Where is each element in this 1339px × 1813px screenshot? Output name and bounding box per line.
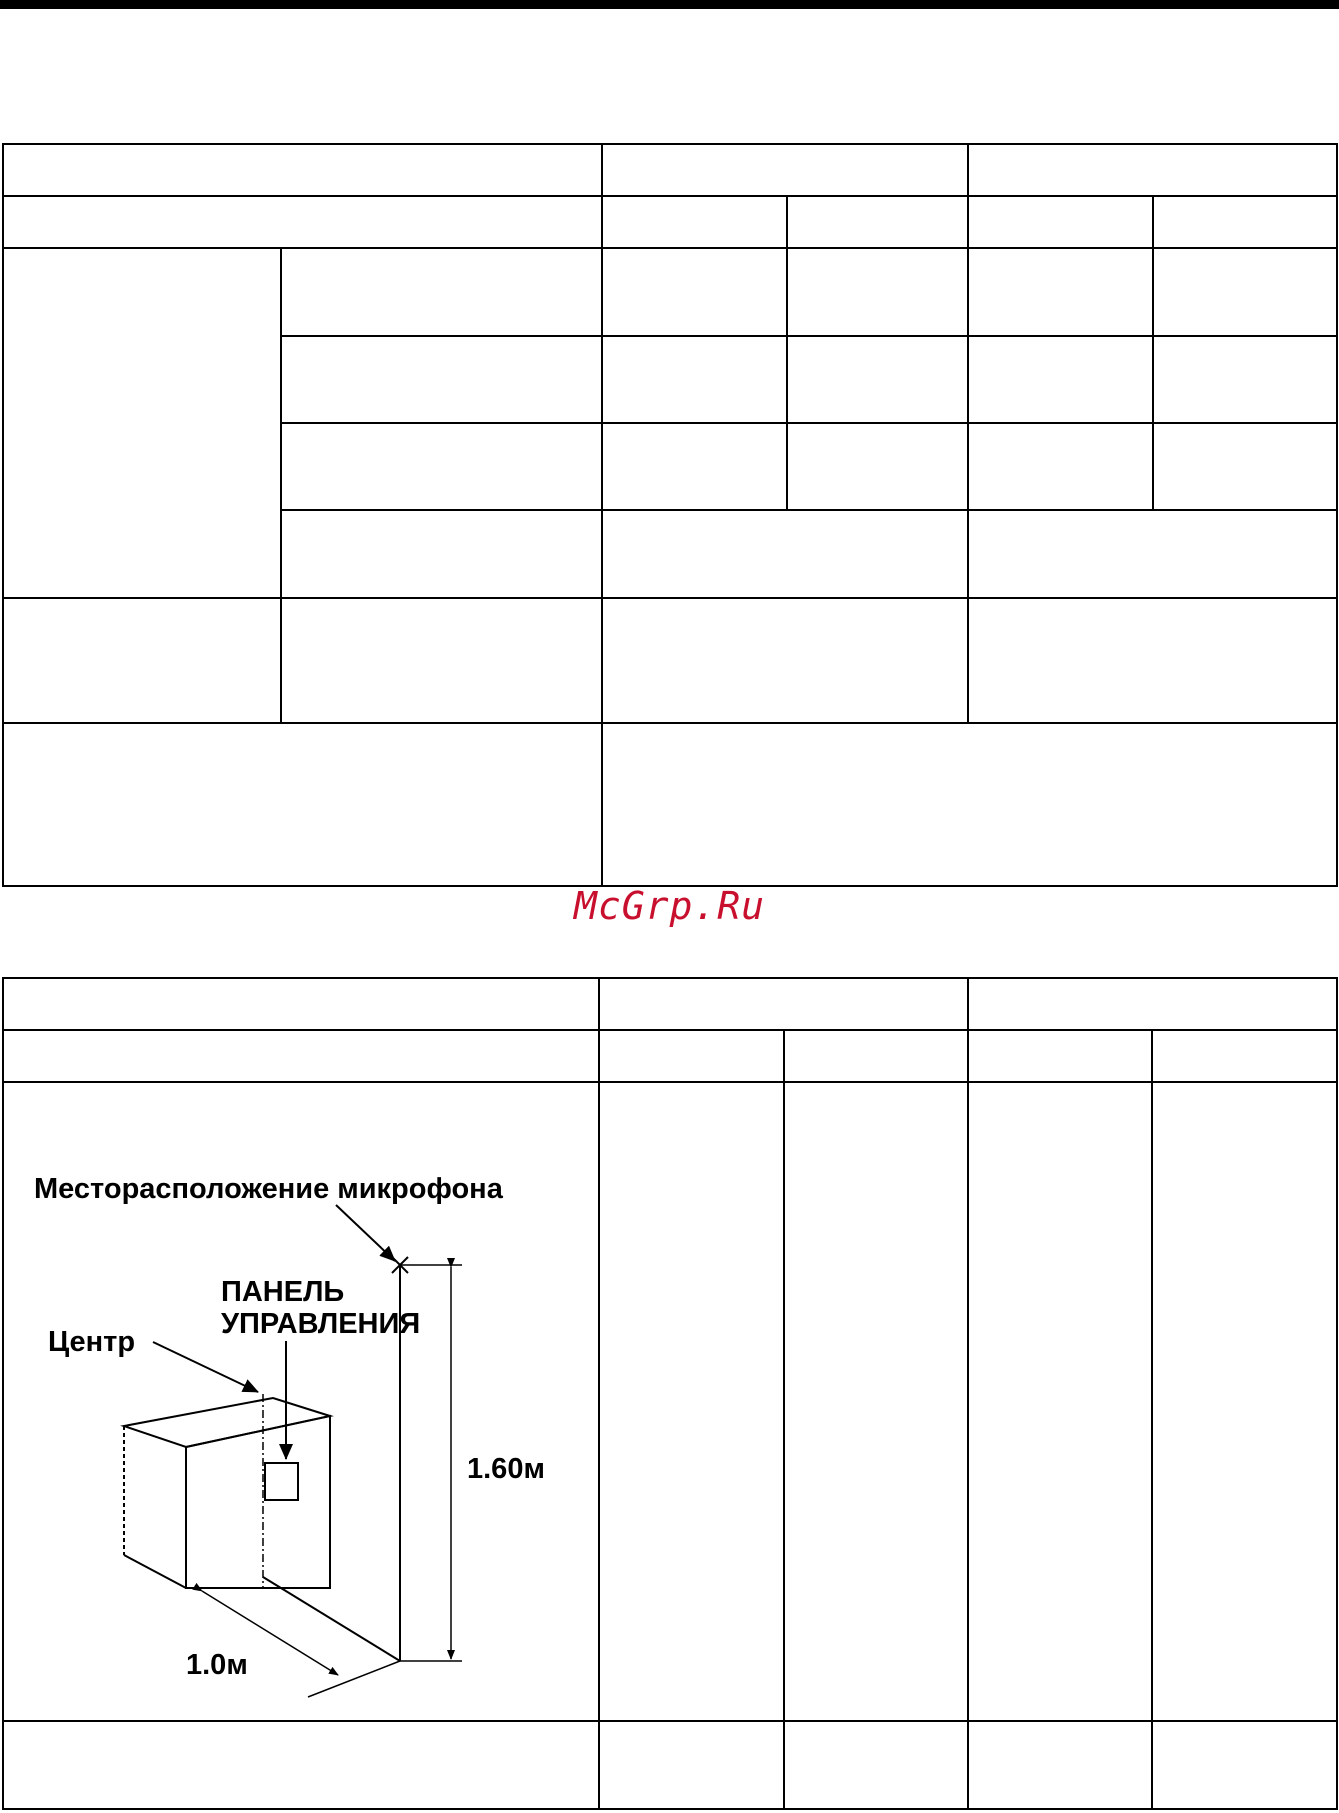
table-1-row-line: [2, 597, 1338, 599]
table-1-col-line: [601, 143, 603, 887]
table-1-col-line: [786, 195, 788, 511]
control-panel-label-line2: УПРАВЛЕНИЯ: [221, 1308, 421, 1340]
table-1-col-line: [280, 247, 282, 724]
height-label: 1.60м: [467, 1453, 545, 1485]
center-label: Центр: [48, 1326, 136, 1358]
table-1-row-line: [2, 247, 1338, 249]
floor-line: [263, 1577, 400, 1661]
table-1-col-line: [1152, 195, 1154, 511]
table-2-row-line: [2, 1720, 1338, 1722]
table-2-border-bottom: [2, 1808, 1338, 1810]
table-1-row-line: [2, 722, 1338, 724]
table-1-border-top: [2, 143, 1338, 145]
table-1-row-line: [2, 195, 1338, 197]
control-panel-label-line1: ПАНЕЛЬ: [221, 1276, 345, 1308]
table-2-col-line: [598, 977, 600, 1810]
distance-label: 1.0м: [186, 1649, 248, 1681]
table-2-col-line: [783, 1029, 785, 1810]
table-1-row-line: [280, 509, 1338, 511]
table-1-border-left: [2, 143, 4, 887]
table-1-border-right: [1336, 143, 1338, 887]
mic-placement-diagram: [0, 1083, 596, 1719]
watermark: McGrp.Ru: [573, 884, 766, 928]
table-2-col-line: [1151, 1029, 1153, 1810]
mic-leader-arrow: [336, 1205, 395, 1261]
table-2-border-top: [2, 977, 1338, 979]
table-2-col-line: [967, 977, 969, 1810]
center-leader-arrow: [153, 1342, 258, 1392]
table-2-border-right: [1336, 977, 1338, 1810]
table-1-col-line: [967, 143, 969, 724]
table-2-row-line: [2, 1029, 1338, 1031]
control-panel-box: [265, 1463, 298, 1500]
table-1-row-line: [280, 335, 1338, 337]
table-1-row-line: [280, 422, 1338, 424]
mic-location-label: Месторасположение микрофона: [34, 1173, 503, 1205]
unit-box: [124, 1398, 330, 1588]
distance-extension: [308, 1661, 400, 1697]
top-rule: [0, 0, 1339, 9]
